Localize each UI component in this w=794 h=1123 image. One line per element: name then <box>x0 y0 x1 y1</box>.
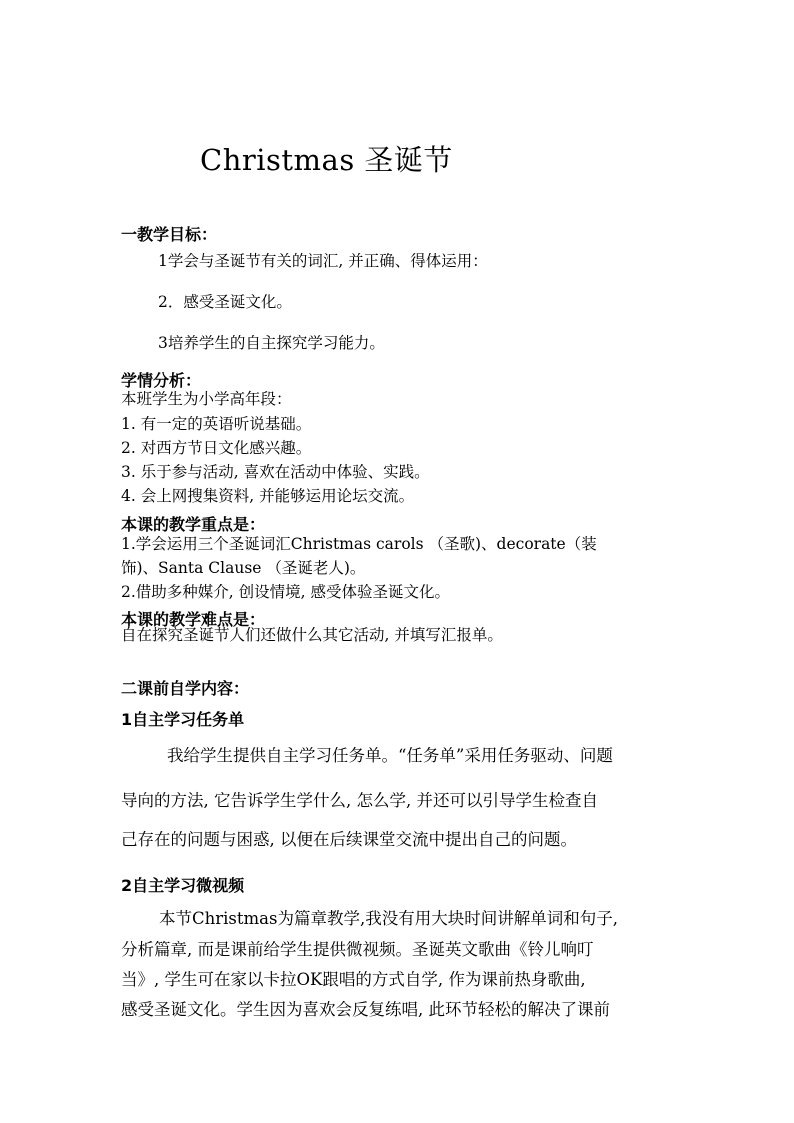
section-heading-analysis: 学情分析： <box>121 371 202 390</box>
micro-video-line-1: 本节Christmas为篇章教学,我没有用大块时间讲解单词和句子, <box>159 909 618 928</box>
analysis-item-2: 2. 对西方节日文化感兴趣。 <box>121 439 312 457</box>
goal-item-2: 2．感受圣诞文化。 <box>158 293 292 311</box>
micro-video-line-3: 当》, 学生可在家以卡拉OK跟唱的方式自学, 作为课前热身歌曲, <box>121 970 586 989</box>
analysis-item-3: 3. 乐于参与活动, 喜欢在活动中体验、实践。 <box>121 463 430 481</box>
analysis-intro: 本班学生为小学高年段： <box>121 390 292 408</box>
key-point-line-3: 2.借助多种媒介, 创设情境, 感受体验圣诞文化。 <box>121 583 450 601</box>
section-heading-difficulties: 本课的教学难点是： <box>121 610 266 629</box>
micro-video-line-2: 分析篇章, 而是课前给学生提供微视频。圣诞英文歌曲《铃儿响叮 <box>121 940 594 959</box>
difficulty-line: 自在探究圣诞节人们还做什么其它活动, 并填写汇报单。 <box>121 626 503 644</box>
page-title: Christmas 圣诞节 <box>200 143 453 177</box>
analysis-item-4: 4. 会上网搜集资料, 并能够运用论坛交流。 <box>121 487 415 505</box>
task-sheet-line-1: 我给学生提供自主学习任务单。“任务单”采用任务驱动、问题 <box>167 746 613 765</box>
section-heading-preclass: 二课前自学内容： <box>121 679 250 698</box>
goal-item-1: 1学会与圣诞节有关的词汇, 并正确、得体运用： <box>158 252 488 270</box>
goal-item-3: 3培养学生的自主探究学习能力。 <box>158 334 385 352</box>
subheading-task-sheet: 1自主学习任务单 <box>121 710 245 729</box>
subheading-micro-video: 2自主学习微视频 <box>121 876 245 895</box>
section-heading-goals: 一教学目标： <box>121 225 218 244</box>
key-point-line-2: 饰)、Santa Clause （圣诞老人)。 <box>121 559 366 577</box>
task-sheet-line-3: 己存在的问题与困惑, 以便在后续课堂交流中提出自己的问题。 <box>121 830 577 849</box>
task-sheet-line-2: 导向的方法, 它告诉学生学什么, 怎么学, 并还可以引导学生检查自 <box>121 791 598 810</box>
analysis-item-1: 1. 有一定的英语听说基础。 <box>121 415 312 433</box>
section-heading-key-points: 本课的教学重点是： <box>121 515 266 534</box>
key-point-line-1: 1.学会运用三个圣诞词汇Christmas carols （圣歌)、decorate（装 <box>121 535 597 553</box>
micro-video-line-4: 感受圣诞文化。学生因为喜欢会反复练唱, 此环节轻松的解决了课前 <box>121 1000 610 1019</box>
